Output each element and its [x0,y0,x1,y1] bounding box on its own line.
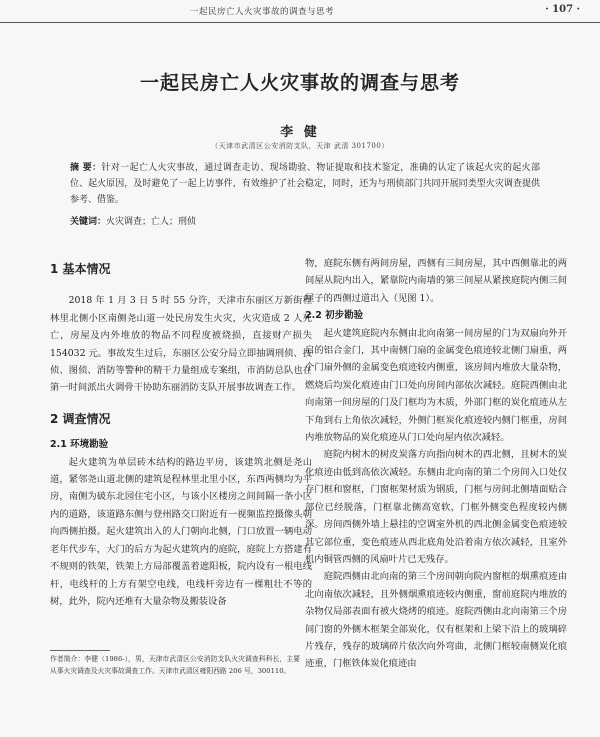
author-footnote: 作者简介：李健（1986-），男，天津市武清区公安消防支队火灾调查科科长，主要从事火灾调查及火灾事故调查工作。天津市武清区雍阳西路 206 号，300110。 [50,655,300,675]
running-head [0,0,600,23]
keywords [70,214,540,227]
left-column [50,255,312,610]
section-1-paragraph: 2018 年 1 月 3 日 5 时 55 分许，天津市东丽区万新街程林里北侧小区南侧尧山道一处民房发生火灾，火灾造成 2 人死亡，房屋及内外堆放的物品不同程度被烧损，直接财产损失 154032 元。事故发生过后，东丽区公安分局立即抽调刑侦、技侦、图侦、消防等警种的精干力量组成专案组，市消防总队也在第一时间派出火调骨干协助东丽消防支队开展事故调查工作。 [50,295,312,394]
subsection-2-2-heading: 2.2 初步勘验 [305,310,364,322]
continued-paragraph: 物，庭院东侧有两间房屋，西侧有三间房屋，其中西侧靠北的两间屋从院内出入，紧靠院内南墙的第三间屋从紧挨庭院内侧三间屋子的西侧过道出入（见图 1）。 [305,258,567,304]
subsection-2-2-paragraph-1: 起火建筑庭院内东侧由北向南第一间房屋的门为双扇向外开启的铝合金门，其中南侧门扇的金属变色痕迹较北侧门扇重，两个门扇外侧的金属变色痕迹较内侧重，该房间内堆放大量杂物，燃烧后均炭化痕迹由门口处向房间内部依次减轻。庭院西侧由北向南第一间房屋的门及门框均为木质，外部门框的炭化痕迹从左下角到右上角依次减轻，外侧门框炭化痕迹较内侧门框重，房间内堆放物品的炭化痕迹从门口处向屋内依次减轻。 [305,327,567,444]
author-affiliation: （天津市武清区公安消防支队，天津 武清 301700） [211,142,389,150]
keywords-text: 火灾调查；亡人；刑侦 [106,217,197,227]
article-title: 一起民房亡人火灾事故的调查与思考 [139,72,460,94]
abstract-label: 摘 要： [70,163,102,173]
running-head-title: 一起民房亡人火灾事故的调查与思考 [190,7,335,17]
subsection-2-2-paragraph-3: 庭院西侧由北向南的第三个房间朝向院内窗框的烟熏痕迹由北向南依次减轻，且外侧烟熏痕迹较内侧重，窗前庭院内堆放的杂物仅局部表面有被火烧烤的痕迹。庭院西侧由北向南第三个房间门窗的外侧木框架全部炭化，仅有框架和上梁下沿上的玻璃碎片残存，残存的玻璃碎片依次向外弯曲，北侧门框较南侧炭化痕迹重，门框铁体炭化痕迹由 [305,571,567,670]
subsection-2-1-paragraph: 起火建筑为单层砖木结构的路边平房，该建筑北侧是尧山道，紧邻尧山道北侧的建筑是程林里北里小区，东西两侧均为平房，南侧为破东北园住宅小区，与该小区楼房之间间隔一条小区内的道路，该道路东侧与登州路交口附近有一视频监控摄像头朝向西侧拍摄。起火建筑出入的人门朝向北侧，门口放置一辆电动老年代步车，大门的后方为起火建筑内的庭院，庭院上方搭建有不规则的铁架，铁架上方局部覆盖着遮阳板，院内设有一根电线杆，电线杆的上方有架空电线，电线杆旁边有一棵粗壮不等的树，此外，院内还堆有大量杂物及搬装设备 [50,456,312,607]
page-number: · 107 · [545,4,580,15]
section-2-heading: 2 调查情况 [50,411,111,426]
author-name: 李 健 [280,125,320,140]
abstract [70,160,540,208]
section-1-heading: 1 基本情况 [50,262,111,276]
abstract-text: 针对一起亡人火灾事故，通过调查走访、现场勘验、物证提取和技术鉴定，准确的认定了该起火灾的起火部位、起火原因，及时避免了一起上访事件，有效维护了社会稳定，同时，还为与刑侦部门共同开展同类型火灾调查提供参考、借鉴。 [70,163,540,205]
subsection-2-1-heading: 2.1 环境勘验 [50,439,109,451]
right-column [305,255,567,673]
keywords-label: 关键词： [70,217,107,227]
footnote-divider [50,650,110,651]
subsection-2-2-paragraph-2: 庭院内树木的树皮炭落方向指向树木的西北侧，且树木的炭化痕迹由低到高依次减轻。东侧由北向南的第二个房间入口处仅存门框和窗框，门窗框架材质为钢质，门框与房间北侧墙面贴合部位已经脱落，门框靠北侧高宽软，门框外侧变色程度较内侧深。房间西侧外墙上悬挂的空调室外机的西北侧金属变色痕迹较其它部位重，变色痕迹从西北底角处沿着南方依次减轻，且室外机内铜管西侧的风扇叶片已无残存。 [305,449,567,565]
